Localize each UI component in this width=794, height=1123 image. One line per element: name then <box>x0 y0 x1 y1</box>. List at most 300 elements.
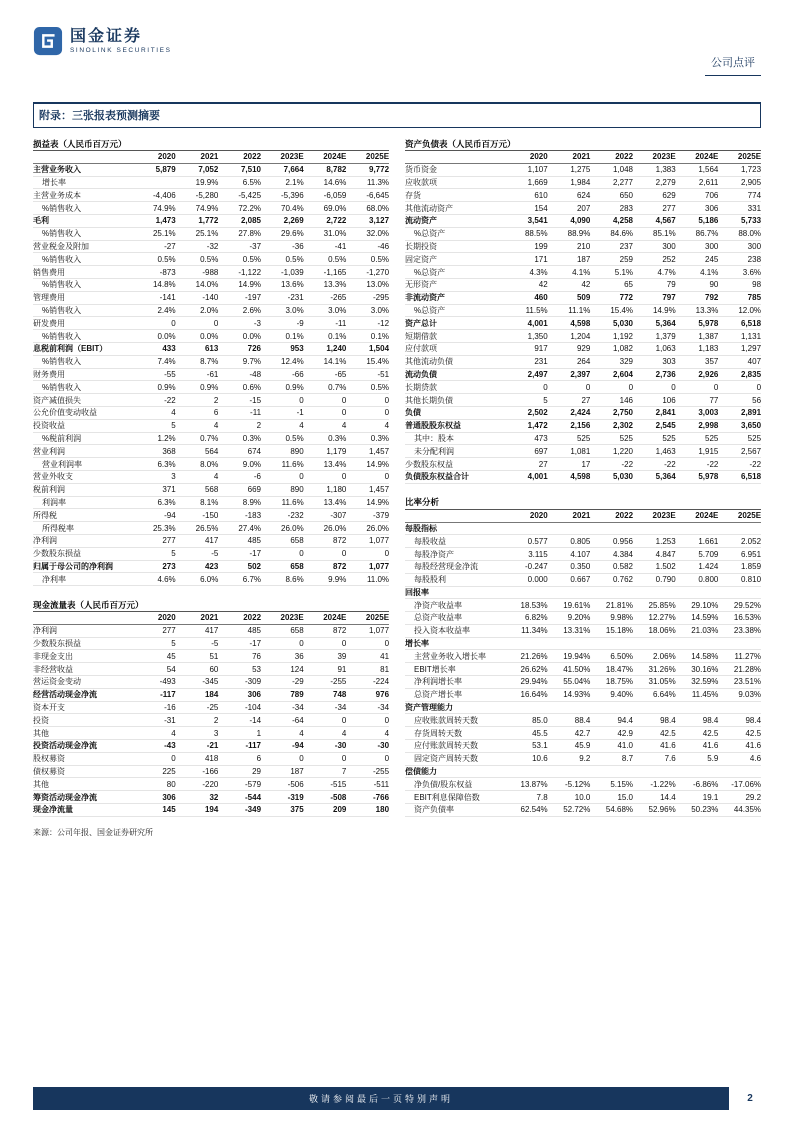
row-label: 净利润 <box>33 536 57 546</box>
row-label: %销售收入 <box>42 254 82 264</box>
cell-value: -34 <box>377 703 390 713</box>
cell-value: 368 <box>162 446 176 456</box>
cell-value: 2,998 <box>698 421 719 431</box>
cell-value: 238 <box>747 254 762 264</box>
table-row <box>405 740 761 753</box>
cell-value: 4.1% <box>700 267 719 277</box>
cell-value: 19.9% <box>195 177 219 187</box>
cell-value: 2,545 <box>655 421 676 431</box>
cell-value: 0.000 <box>527 575 548 585</box>
cell-value: -11 <box>335 318 347 328</box>
cell-value: 5.9 <box>707 754 719 764</box>
cell-value: 1,723 <box>741 165 762 175</box>
cell-value: -6,645 <box>366 190 390 200</box>
cell-value: -349 <box>245 805 262 815</box>
cell-value: 19.61% <box>563 600 591 610</box>
year-label: 2022 <box>243 152 262 162</box>
year-label: 2023E <box>280 613 304 623</box>
row-label: 流动资产 <box>405 216 437 226</box>
cell-value: 0 <box>341 715 347 725</box>
cell-value: 14.1% <box>323 357 347 367</box>
table-row <box>405 164 761 177</box>
row-label: 负债 <box>405 408 421 418</box>
cell-value: 6,518 <box>741 472 762 482</box>
cell-value: 8.0% <box>200 459 219 469</box>
cell-value: 29.6% <box>281 229 304 239</box>
cell-value: 32.0% <box>366 229 390 239</box>
year-label: 2024E <box>695 152 719 162</box>
cell-value: 3,003 <box>698 408 719 418</box>
cell-value: 872 <box>333 626 347 636</box>
cell-value: 6.5% <box>242 177 262 187</box>
cell-value: -5 <box>211 639 219 649</box>
cell-value: 88.9% <box>567 229 591 239</box>
row-label: 其他长期负债 <box>405 395 453 405</box>
table-row <box>33 561 389 574</box>
cell-value: -1,122 <box>238 267 262 277</box>
cell-value: -17.06% <box>731 779 762 789</box>
cell-value: 2,085 <box>240 216 262 226</box>
cell-value: 1,350 <box>527 331 548 341</box>
table-row <box>405 292 761 305</box>
cell-value: 18.53% <box>520 600 548 610</box>
year-label: 2021 <box>200 613 219 623</box>
cell-value: 55.04% <box>563 677 591 687</box>
cell-value: 29.2 <box>745 792 762 802</box>
cell-value: -17 <box>249 549 262 559</box>
cell-value: 52.72% <box>563 805 591 815</box>
cell-value: 564 <box>204 446 219 456</box>
cell-value: 14.0% <box>195 280 219 290</box>
cell-value: 6.3% <box>157 459 176 469</box>
cell-value: 25.3% <box>152 523 176 533</box>
cell-value: 41.0 <box>617 741 634 751</box>
table-row <box>405 394 761 407</box>
cell-value: 4 <box>384 728 390 738</box>
cell-value: 0.667 <box>570 575 591 585</box>
cell-value: 0 <box>384 395 390 405</box>
cell-value: 124 <box>290 664 304 674</box>
table-row <box>33 676 389 689</box>
cell-value: -255 <box>330 677 347 687</box>
cell-value: 69.0% <box>323 203 347 213</box>
cell-value: 3.0% <box>328 305 347 315</box>
cell-value: 44.35% <box>733 805 762 815</box>
cell-value: 21.26% <box>520 651 548 661</box>
table-row <box>405 727 761 740</box>
cell-value: 9.7% <box>242 357 262 367</box>
table-row <box>33 356 389 369</box>
row-label: 净负债/股东权益 <box>414 779 473 789</box>
cell-value: 5,186 <box>698 216 719 226</box>
cell-value: 1,772 <box>198 216 219 226</box>
cell-value: 42.5 <box>660 728 676 738</box>
cell-value: 72.2% <box>238 203 262 213</box>
cell-value: 2 <box>213 715 219 725</box>
cell-value: -117 <box>245 741 262 751</box>
cell-value: 4,001 <box>527 318 548 328</box>
cell-value: 14.93% <box>563 690 591 700</box>
cell-value: 525 <box>747 433 762 443</box>
cell-value: 2,841 <box>655 408 676 418</box>
table-row <box>33 522 389 535</box>
cell-value: -22 <box>621 459 634 469</box>
cell-value: -508 <box>330 792 347 802</box>
cell-value: -220 <box>202 779 219 789</box>
cell-value: -30 <box>334 741 347 751</box>
cell-value: 187 <box>290 767 304 777</box>
cell-value: 5 <box>171 421 176 431</box>
row-label: 投入资本收益率 <box>414 626 470 636</box>
row-label: 所得税率 <box>42 523 74 533</box>
cell-value: 2,905 <box>741 177 762 187</box>
cell-value: 12.27% <box>648 613 676 623</box>
cell-value: -515 <box>330 779 347 789</box>
left-column <box>33 137 389 838</box>
row-label: 固定资产周转天数 <box>414 754 478 764</box>
table-row <box>33 266 389 279</box>
cell-value: 610 <box>534 190 548 200</box>
table-row <box>405 330 761 343</box>
table-row <box>33 189 389 202</box>
cell-value: 306 <box>247 690 262 700</box>
cell-value: 5.15% <box>610 779 634 789</box>
cell-value: 4,090 <box>570 216 591 226</box>
cell-value: 624 <box>576 190 591 200</box>
cell-value: 2,611 <box>698 177 719 187</box>
cell-value: 1.661 <box>698 536 719 546</box>
cell-value: 1,048 <box>612 165 634 175</box>
row-label: 投资收益 <box>33 421 65 431</box>
cell-value: 14.8% <box>152 280 176 290</box>
cell-value: -166 <box>202 767 219 777</box>
table-row <box>33 509 389 522</box>
cell-value: -265 <box>330 293 347 303</box>
cell-value: 0 <box>299 639 304 649</box>
cell-value: 2,397 <box>570 369 591 379</box>
cell-value: -41 <box>334 241 347 251</box>
cell-value: 0 <box>384 715 390 725</box>
row-label: 普通股股东权益 <box>405 421 461 431</box>
row-label: 营业利润 <box>33 446 65 456</box>
table-row <box>33 394 389 407</box>
cell-value: 209 <box>333 805 347 815</box>
cell-value: -34 <box>334 703 347 713</box>
table-row <box>405 778 761 791</box>
cell-value: 2,497 <box>527 369 548 379</box>
cell-value: 60 <box>209 664 219 674</box>
cell-value: 76 <box>252 651 262 661</box>
cell-value: 180 <box>375 805 390 815</box>
cell-value: 85.0 <box>532 715 548 725</box>
cell-value: 0.5% <box>285 254 304 264</box>
cell-value: 6.64% <box>653 690 676 700</box>
cell-value: 306 <box>162 792 176 802</box>
cell-value: 4 <box>341 728 347 738</box>
cell-value: -345 <box>202 677 219 687</box>
cell-value: -37 <box>249 241 262 251</box>
balance-sheet-table <box>405 137 761 484</box>
cell-value: 13.3% <box>695 305 719 315</box>
cell-value: 6 <box>256 754 262 764</box>
cell-value: 91 <box>337 664 347 674</box>
cell-value: -104 <box>245 703 262 713</box>
year-header-row <box>33 151 389 164</box>
ratio-analysis-table <box>405 496 761 817</box>
row-label: 净利润增长率 <box>414 677 462 687</box>
row-label: 总资产收益率 <box>414 613 462 623</box>
cell-value: 0 <box>384 639 390 649</box>
table-row <box>405 663 761 676</box>
row-label: EBIT增长率 <box>414 664 456 674</box>
cell-value: -3 <box>253 318 262 328</box>
cell-value: 0.3% <box>242 433 262 443</box>
cell-value: 0 <box>341 408 347 418</box>
cell-value: 10.0 <box>574 792 591 802</box>
content-columns <box>33 137 761 838</box>
cell-value: -43 <box>164 741 176 751</box>
cell-value: 4 <box>213 472 219 482</box>
cell-value: 32.59% <box>691 677 719 687</box>
cell-value: 81 <box>380 664 390 674</box>
cell-value: 300 <box>705 241 719 251</box>
cell-value: 273 <box>162 561 176 571</box>
cell-value: -16 <box>164 703 176 713</box>
cell-value: 4.7% <box>657 267 676 277</box>
cell-value: 237 <box>619 241 634 251</box>
cell-value: 473 <box>534 433 548 443</box>
cell-value: 84.6% <box>610 229 634 239</box>
cell-value: 2,835 <box>741 369 762 379</box>
table-row <box>405 266 761 279</box>
cell-value: 5,364 <box>655 472 676 482</box>
cell-value: -11 <box>250 408 262 418</box>
row-label: 增长率 <box>42 177 66 187</box>
cell-value: 1,472 <box>527 421 548 431</box>
cell-value: 42.7 <box>574 728 591 738</box>
cell-value: 0 <box>543 382 548 392</box>
cell-value: 5 <box>171 639 176 649</box>
cell-value: 21.81% <box>605 600 634 610</box>
cell-value: 3 <box>171 472 176 482</box>
cell-value: 4.847 <box>655 549 676 559</box>
cell-value: -12 <box>377 318 390 328</box>
cell-value: 772 <box>619 293 634 303</box>
report-type-label: 公司点评 <box>705 54 761 76</box>
row-label: %销售收入 <box>42 280 82 290</box>
cell-value: 525 <box>662 433 676 443</box>
row-label: 财务费用 <box>33 369 65 379</box>
row-label: 每股净资产 <box>414 549 454 559</box>
cell-value: 7,664 <box>283 165 304 175</box>
cell-value: -66 <box>292 369 304 379</box>
cell-value: 13.0% <box>366 280 390 290</box>
cell-value: 4.384 <box>612 549 634 559</box>
cell-value: 8.7% <box>200 357 219 367</box>
cell-value: 17 <box>581 459 591 469</box>
cell-value: 1,984 <box>570 177 591 187</box>
row-label: 应收款项 <box>405 177 437 187</box>
row-label: 营业税金及附加 <box>33 241 89 251</box>
table-row <box>33 778 389 791</box>
cell-value: 13.4% <box>323 459 347 469</box>
cell-value: -1,270 <box>366 267 390 277</box>
row-label: 固定资产 <box>405 254 437 264</box>
cell-value: 41 <box>380 651 390 661</box>
cell-value: 4 <box>171 408 176 418</box>
row-label: 主营业务收入增长率 <box>414 651 486 661</box>
cell-value: 18.75% <box>605 677 634 687</box>
cell-value: 890 <box>290 485 304 495</box>
cell-value: -34 <box>292 703 304 713</box>
cell-value: -51 <box>377 369 390 379</box>
cell-value: 146 <box>619 395 634 405</box>
table-row <box>405 714 761 727</box>
row-label: 每股收益 <box>414 536 446 546</box>
cell-value: 9.20% <box>567 613 591 623</box>
cell-value: 0 <box>341 472 347 482</box>
row-label: 每股经营现金净流 <box>414 562 478 572</box>
cell-value: 86.7% <box>695 229 719 239</box>
cell-value: 15.18% <box>605 626 634 636</box>
cell-value: -140 <box>202 293 219 303</box>
cell-value: 423 <box>204 561 219 571</box>
cell-value: 1,240 <box>326 344 347 354</box>
cell-value: 45.9 <box>574 741 591 751</box>
row-label: %销售收入 <box>42 357 82 367</box>
cell-value: 4.3% <box>529 267 548 277</box>
cell-value: 1,297 <box>741 344 762 354</box>
year-header-row <box>405 151 761 164</box>
cell-value: -232 <box>287 510 304 520</box>
cell-value: 1,081 <box>570 446 591 456</box>
cell-value: 7.6 <box>664 754 676 764</box>
cell-value: 42.9 <box>617 728 634 738</box>
cell-value: 1,082 <box>612 344 634 354</box>
cell-value: 418 <box>204 754 219 764</box>
cell-value: 797 <box>662 293 676 303</box>
row-label: 资本开支 <box>33 703 65 713</box>
cell-value: 5.709 <box>698 549 719 559</box>
cell-value: 0.5% <box>285 433 304 443</box>
cell-value: -65 <box>334 369 347 379</box>
row-label: 主营业务成本 <box>33 190 81 200</box>
cell-value: 36 <box>294 651 304 661</box>
cell-value: 31.0% <box>323 229 347 239</box>
year-label: 2020 <box>157 152 176 162</box>
cell-value: 1.253 <box>655 536 676 546</box>
cell-value: 68.0% <box>366 203 390 213</box>
row-label: 少数股东损益 <box>33 639 81 649</box>
cell-value: -9 <box>296 318 304 328</box>
cell-value: -319 <box>287 792 304 802</box>
cell-value: 697 <box>534 446 548 456</box>
year-header-row <box>405 510 761 523</box>
table-row <box>405 458 761 471</box>
year-label: 2025E <box>365 152 390 162</box>
cell-value: 1,077 <box>369 561 390 571</box>
row-label: 偿债能力 <box>405 767 437 777</box>
cell-value: 194 <box>204 805 219 815</box>
table-row <box>33 202 389 215</box>
cell-value: 45 <box>166 651 176 661</box>
cell-value: 0 <box>171 318 176 328</box>
cell-value: 27.4% <box>238 523 262 533</box>
cell-value: 1,669 <box>527 177 548 187</box>
cell-value: 300 <box>747 241 762 251</box>
cell-value: 0 <box>171 754 176 764</box>
table-row <box>405 305 761 318</box>
table-row <box>33 638 389 651</box>
year-label: 2021 <box>572 152 591 162</box>
cell-value: 5,364 <box>655 318 676 328</box>
cell-value: 2.4% <box>157 305 176 315</box>
row-label: 应付款项 <box>405 344 437 354</box>
cell-value: 890 <box>290 446 304 456</box>
row-label: 增长率 <box>405 639 429 649</box>
cell-value: 485 <box>247 536 262 546</box>
cell-value: 14.58% <box>691 651 719 661</box>
row-label: 营业外收支 <box>33 472 73 482</box>
cell-value: 789 <box>290 690 304 700</box>
cell-value: -379 <box>373 510 390 520</box>
cell-value: 0 <box>341 549 347 559</box>
cell-value: 1,204 <box>570 331 591 341</box>
cell-value: 2,269 <box>283 216 304 226</box>
row-label: 无形资产 <box>405 280 437 290</box>
cell-value: 1.859 <box>741 562 762 572</box>
cell-value: 14.9% <box>238 280 262 290</box>
cell-value: -141 <box>159 293 176 303</box>
row-label: 非现金支出 <box>33 651 73 661</box>
cell-value: 53 <box>252 664 262 674</box>
brand-subtitle: SINOLINK SECURITIES <box>70 47 172 55</box>
cell-value: -6.86% <box>693 779 719 789</box>
table-row <box>33 241 389 254</box>
cell-value: 13.31% <box>563 626 591 636</box>
row-label: 货币资金 <box>405 165 437 175</box>
cell-value: 658 <box>290 626 304 636</box>
cell-value: 1,457 <box>369 485 390 495</box>
cell-value: 525 <box>705 433 719 443</box>
cell-value: 25.1% <box>152 229 176 239</box>
row-label: 每股指标 <box>405 523 437 533</box>
cell-value: 25.85% <box>648 600 676 610</box>
table-row <box>33 305 389 318</box>
cell-value: 52.96% <box>648 805 676 815</box>
cell-value: 7,052 <box>198 165 219 175</box>
cell-value: -48 <box>249 369 262 379</box>
cell-value: 245 <box>705 254 719 264</box>
brand-text <box>70 28 172 55</box>
cell-value: 225 <box>162 767 176 777</box>
cell-value: 6 <box>213 408 219 418</box>
table-row <box>33 766 389 779</box>
cell-value: 79 <box>666 280 676 290</box>
table-row <box>33 445 389 458</box>
table-row <box>33 292 389 305</box>
cell-value: 27 <box>581 395 591 405</box>
cell-value: 1,077 <box>369 536 390 546</box>
cell-value: 0 <box>299 549 304 559</box>
cell-value: 748 <box>333 690 347 700</box>
row-label: %销售收入 <box>42 382 82 392</box>
table-row <box>405 561 761 574</box>
cell-value: 62.54% <box>520 805 548 815</box>
cell-value: 4 <box>299 728 304 738</box>
cell-value: -117 <box>160 690 176 700</box>
cell-value: 2,722 <box>326 216 347 226</box>
